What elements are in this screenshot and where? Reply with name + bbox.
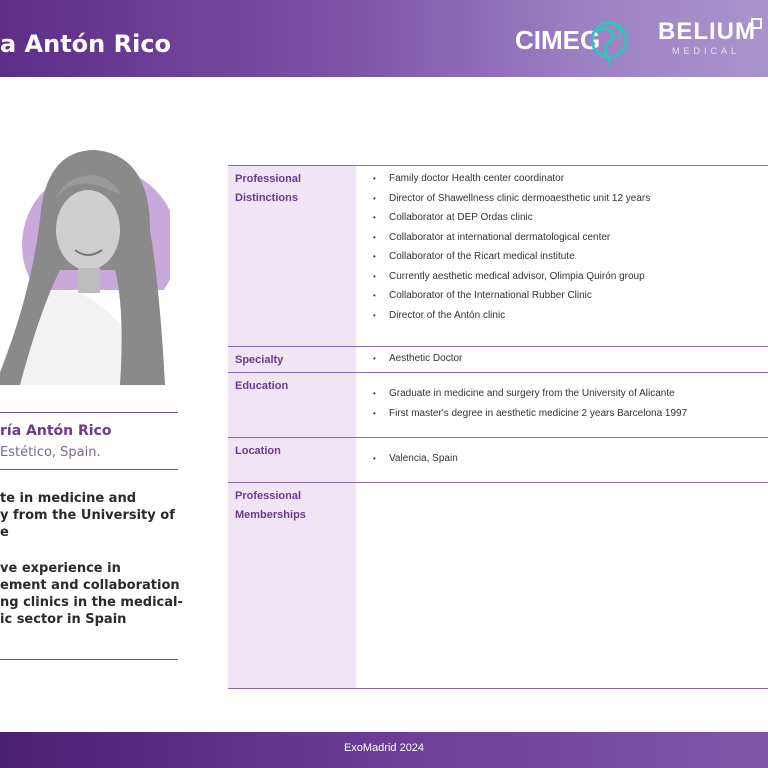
profile-table (228, 165, 768, 689)
list-item: • Valencia, Spain (373, 449, 458, 469)
table-row-education (228, 372, 768, 438)
footer-bar (0, 732, 768, 768)
table-row-distinctions (228, 165, 768, 347)
row-label-cell: Professional Memberships (228, 483, 356, 689)
row-label-cell: Education (228, 373, 356, 438)
list-item: • Family doctor Health center coordinator (373, 169, 650, 189)
summary-bullet-1: te in medicine and y from the University of e (0, 491, 175, 540)
row-label-cell: Professional Distinctions (228, 166, 356, 347)
cimeg-logo-text: CIMEG (515, 25, 601, 55)
belium-logo (658, 18, 768, 63)
speaker-name: ría Antón Rico (0, 423, 112, 439)
footer-event-name: ExoMadrid 2024 (343, 742, 425, 754)
list-item: • Collaborator of the Ricart medical institute (373, 247, 650, 267)
speaker-role: Estético, Spain. (0, 445, 101, 460)
list-item: • Currently aesthetic medical advisor, Olimpia Quirón group (373, 267, 650, 287)
list-item: • Collaborator of the International Rubber Clinic (373, 286, 650, 306)
list-item: • Director of Shawellness clinic dermoaesthetic unit 12 years (373, 189, 650, 209)
table-row-location (228, 437, 768, 483)
name-top-divider (0, 412, 178, 413)
globe-icon (589, 12, 629, 68)
location-list (373, 449, 458, 469)
table-row-specialty (228, 346, 768, 373)
page-title: a Antón Rico (0, 30, 172, 58)
row-label-cell: Specialty (228, 347, 356, 373)
list-item: • Collaborator at DEP Ordas clinic (373, 208, 650, 228)
cimeg-logo (515, 10, 615, 70)
row-label-cell: Location (228, 438, 356, 483)
list-item: • First master's degree in aesthetic medicine 2 years Barcelona 1997 (373, 404, 687, 424)
summary-bullet-2: ve experience in ement and collaboration ng clinics in the medical- ic sector in Spain (0, 561, 183, 627)
list-item: • Aesthetic Doctor (373, 349, 462, 369)
speaker-photo (0, 140, 170, 385)
header-banner (0, 0, 768, 77)
distinctions-list (373, 169, 650, 325)
name-bottom-divider (0, 469, 178, 470)
portrait-image (0, 140, 170, 385)
specialty-list (373, 349, 462, 369)
table-row-memberships (228, 482, 768, 689)
list-item: • Director of the Antón clinic (373, 306, 650, 326)
table-bottom-border (228, 688, 768, 689)
list-item: • Graduate in medicine and surgery from the University of Alicante (373, 384, 687, 404)
summary-bottom-divider (0, 659, 178, 660)
belium-logo-text: BELIUM (658, 18, 756, 45)
education-list (373, 384, 687, 423)
belium-square-icon (751, 18, 762, 29)
belium-logo-subtext: MEDICAL (672, 46, 741, 56)
list-item: • Collaborator at international dermatological center (373, 228, 650, 248)
